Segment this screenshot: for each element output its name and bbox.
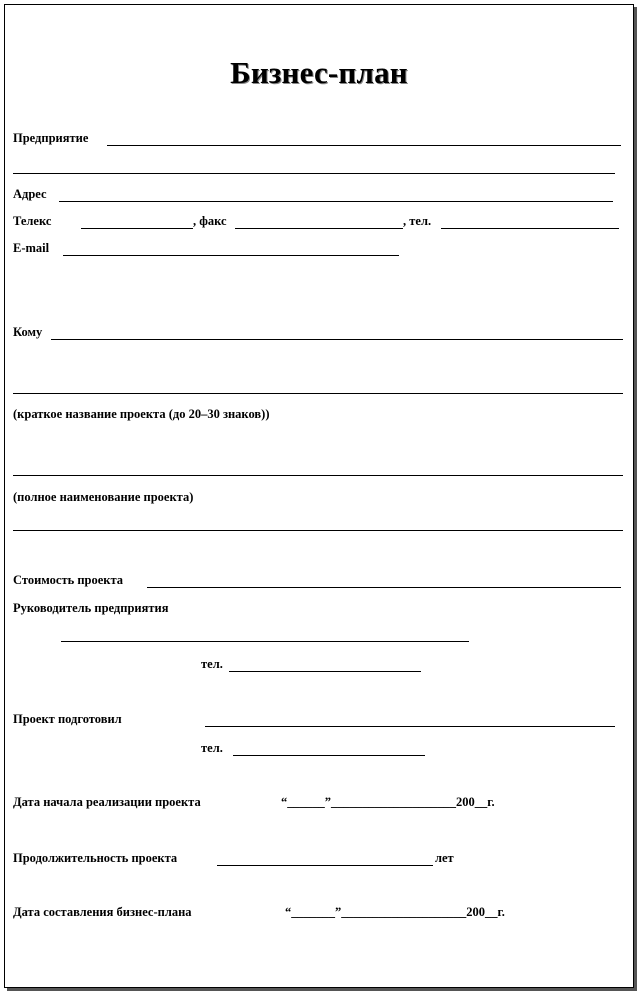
cost-field[interactable]	[147, 587, 621, 588]
head-phone-label: тел.	[201, 657, 223, 671]
telex-label: Телекс	[13, 214, 52, 228]
duration-unit: лет	[435, 851, 454, 865]
to-field[interactable]	[51, 339, 623, 340]
head-label: Руководитель предприятия	[13, 601, 169, 615]
compiled-date-label: Дата составления бизнес-плана	[13, 905, 192, 919]
fax-field[interactable]	[235, 228, 403, 229]
start-date-field[interactable]: “______”____________________200__г.	[281, 795, 495, 809]
address-field[interactable]	[59, 201, 613, 202]
page-title: Бизнес-план	[230, 55, 408, 90]
to-label: Кому	[13, 325, 43, 339]
email-field[interactable]	[63, 255, 399, 256]
prepared-phone-label: тел.	[201, 741, 223, 755]
short-name-field[interactable]	[13, 393, 623, 394]
full-name-field-line-2[interactable]	[13, 530, 623, 531]
head-phone-field[interactable]	[229, 671, 421, 672]
full-name-field[interactable]	[13, 475, 623, 476]
address-label: Адрес	[13, 187, 47, 201]
head-name-field[interactable]	[61, 641, 469, 642]
duration-field[interactable]	[217, 865, 433, 866]
duration-label: Продолжительность проекта	[13, 851, 178, 865]
fax-label: , факс	[193, 214, 227, 228]
cost-label: Стоимость проекта	[13, 573, 124, 587]
prepared-phone-field[interactable]	[233, 755, 425, 756]
start-date-label: Дата начала реализации проекта	[13, 795, 201, 809]
prepared-label: Проект подготовил	[13, 712, 122, 726]
enterprise-field[interactable]	[107, 145, 621, 146]
enterprise-field-line-2[interactable]	[13, 173, 615, 174]
enterprise-label: Предприятие	[13, 131, 89, 145]
phone-label: , тел.	[403, 214, 432, 228]
full-name-caption: (полное наименование проекта)	[13, 490, 194, 504]
short-name-caption: (краткое название проекта (до 20–30 знаков))	[13, 407, 270, 421]
compiled-date-field[interactable]: “_______”____________________200__г.	[285, 905, 505, 919]
prepared-name-field[interactable]	[205, 726, 615, 727]
email-label: E-mail	[13, 241, 50, 255]
phone-field[interactable]	[441, 228, 619, 229]
telex-field[interactable]	[81, 228, 193, 229]
form-page	[4, 4, 634, 988]
